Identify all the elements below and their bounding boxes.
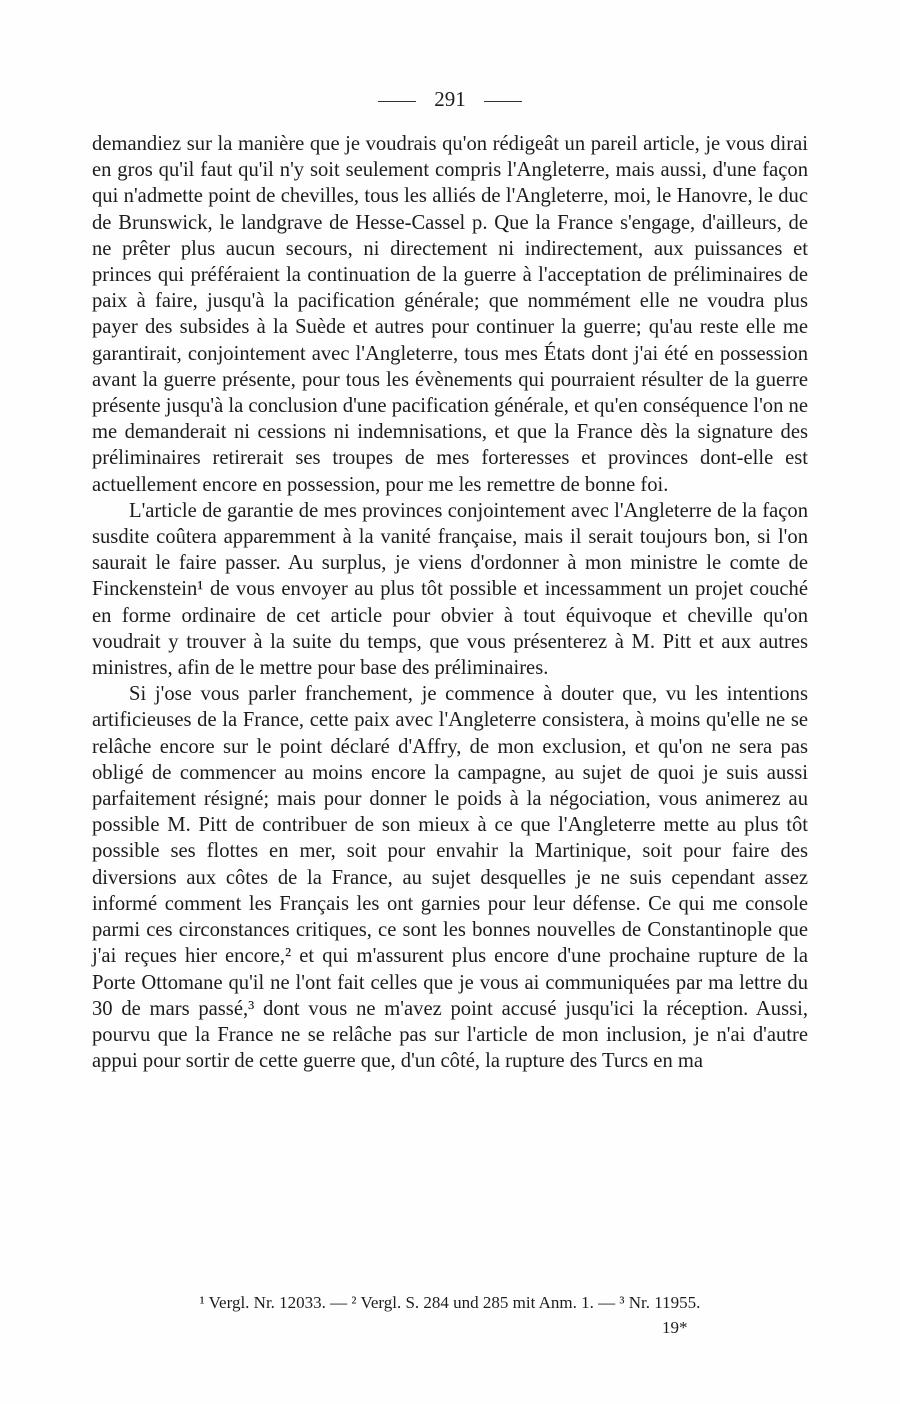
paragraph-2: L'article de garantie de mes provinces conjointement avec l'Angleterre de la façon susdite coûtera apparemment à la vanité française, mais il serait toujours bon, si l'on saurait le faire passer. Au surplus, je viens d'ordonner à mon ministre le comte de Finckenstein¹ de vous envoyer au plus tôt possible et incessamment un projet couché en forme ordinaire de cet article pour obvier à tout équivoque et cheville qu'on voudrait y trouver à la suite du temps, que vous présenterez à M. Pitt et aux autres ministres, afin de le mettre pour base des préliminaires.: [92, 499, 808, 680]
header-rule-right: [484, 101, 522, 102]
sheet-signature: 19*: [662, 1318, 688, 1337]
page-header: [0, 84, 900, 114]
page-number: 291: [434, 87, 466, 111]
header-rule-left: [378, 101, 416, 102]
letter-body: [92, 131, 808, 1074]
paragraph-3: Si j'ose vous parler franchement, je commence à douter que, vu les intentions artificieuses de la France, cette paix avec l'Angleterre consistera, à moins qu'elle ne se relâche encore sur le point déclaré d'Affry, de mon exclusion, et qu'on ne sera pas obligé de commencer au moins encore la campagne, au sujet de quoi je suis aussi parfaitement résigné; mais pour donner le poids à la négociation, vous animerez au possible M. Pitt de contribuer de son mieux à ce que l'Angleterre mette au plus tôt possible ses flottes en mer, soit pour envahir la Martinique, soit pour faire des diversions aux côtes de la France, au sujet desquelles je ne suis cependant assez informé comment les Français les ont garnies pour leur défense. Ce qui me console parmi ces circonstances critiques, ce sont les bonnes nouvelles de Constantinople que j'ai reçues hier encore,² et qui m'assurent plus encore d'une prochaine rupture de la Porte Ottomane qu'il ne l'ont fait celles que je vous ai communiquées par ma lettre du 30 de mars passé,³ dont vous ne m'avez point accusé jusqu'ici la réception. Aussi, pourvu que la France ne se relâche pas sur l'article de mon inclusion, je n'ai d'autre appui pour sortir de cette guerre que, d'un côté, la rupture des Turcs en ma: [92, 683, 808, 1073]
paragraph-1: demandiez sur la manière que je voudrais qu'on rédigeât un pareil article, je vous dirai en gros qu'il faut qu'il n'y soit seulement compris l'Angleterre, mais aussi, d'une façon qui n'admette point de chevilles, tous les alliés de l'Angleterre, moi, le Hanovre, le duc de Brunswick, le landgrave de Hesse-Cassel p. Que la France s'engage, d'ailleurs, de ne prêter plus aucun secours, ni directement ni indirectement, aux puissances et princes qui préféraient la continuation de la guerre à l'acceptation de préliminaires de paix à faire, jusqu'à la pacification générale; que nommément elle ne voudra plus payer des subsides à la Suède et autres pour continuer la guerre; qu'au reste elle me garantirait, conjointement avec l'Angleterre, tous mes États dont j'ai été en possession avant la guerre présente, pour tous les évènements qui pourraient résulter de la guerre présente jusqu'à la conclusion d'une pacification générale, et qu'en conséquence l'on ne me demanderait ni cessions ni indemnisations, et que la France dès la signature des préliminaires retirerait ses troupes de mes forteresses et provinces dont-elle est actuellement encore en possession, pour me les remettre de bonne foi.: [92, 133, 808, 496]
footnotes: ¹ Vergl. Nr. 12033. — ² Vergl. S. 284 und 285 mit Anm. 1. — ³ Nr. 11955.: [199, 1293, 701, 1312]
